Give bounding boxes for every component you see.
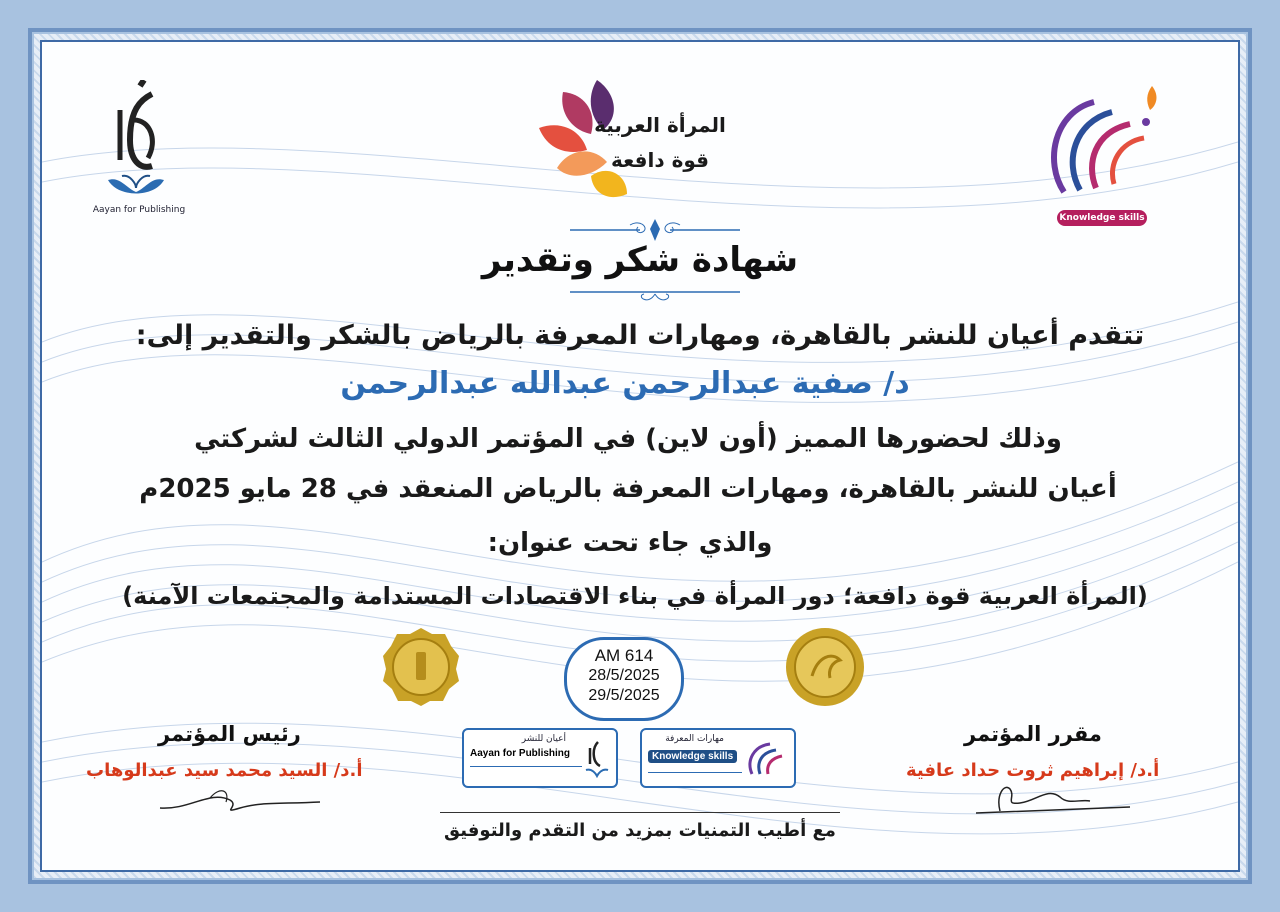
right-signatory-role: مقرر المؤتمر [964,722,1102,746]
ornament-bottom-icon [560,284,750,308]
knowledge-skills-badge: Knowledge skills [1057,210,1147,226]
certificate-id: AM 614 [594,646,654,665]
aayan-stamp-english: Aayan for Publishing [470,748,571,759]
left-signature-icon [150,780,330,820]
aayan-stamp-arabic: أعيان للنشر [521,734,566,744]
right-signatory-name: أ.د/ إبراهيم ثروت حداد عافية [906,760,1160,781]
right-signature-icon [970,775,1140,819]
gold-seal-left-icon [380,626,462,708]
recipient-name: د/ صفية عبدالرحمن عبدالله عبدالرحمن [340,366,910,401]
left-signatory-role: رئيس المؤتمر [158,722,301,746]
center-logo-line-1: المرأة العربية [594,113,726,137]
certificate-code-box [564,637,684,721]
body-line-2: أعيان للنشر بالقاهرة، ومهارات المعرفة بالرياض المنعقد في 28 مايو 2025م [139,474,1117,504]
knowledge-stamp-arabic: مهارات المعرفة [665,734,724,744]
footer-divider [440,812,840,813]
aayan-logo-caption: Aayan for Publishing [92,205,186,215]
body-line-1: وذلك لحضورها المميز (أون لاين) في المؤتمر الدولي الثالث لشركتي [194,424,1062,454]
aayan-logo-icon [100,80,172,202]
certificate-title: شهادة شكر وتقدير [481,240,799,280]
aayan-stamp-logo-icon [584,738,610,778]
flower-logo-icon [535,72,635,212]
gold-seal-right-icon [784,626,866,708]
intro-text: تتقدم أعيان للنشر بالقاهرة، ومهارات المعرفة بالرياض بالشكر والتقدير إلى: [135,320,1145,351]
knowledge-skills-stamp [640,728,796,788]
center-logo-line-2: قوة دافعة [610,148,710,172]
start-date: 28/5/2025 [588,667,660,684]
knowledge-stamp-logo-icon [744,736,788,780]
conference-title: (المرأة العربية قوة دافعة؛ دور المرأة في بناء الاقتصادات المستدامة والمجتمعات الآمنة) [122,582,1148,610]
body-line-3: والذي جاء تحت عنوان: [487,528,773,558]
left-signatory-name: أ.د/ السيد محمد سيد عبدالوهاب [86,760,363,781]
aayan-stamp [462,728,618,788]
end-date: 29/5/2025 [588,687,660,704]
knowledge-stamp-english: Knowledge skills [648,750,737,763]
footer-wishes: مع أطيب التمنيات بمزيد من التقدم والتوفيق [444,820,836,841]
knowledge-skills-logo-icon [1034,72,1174,212]
